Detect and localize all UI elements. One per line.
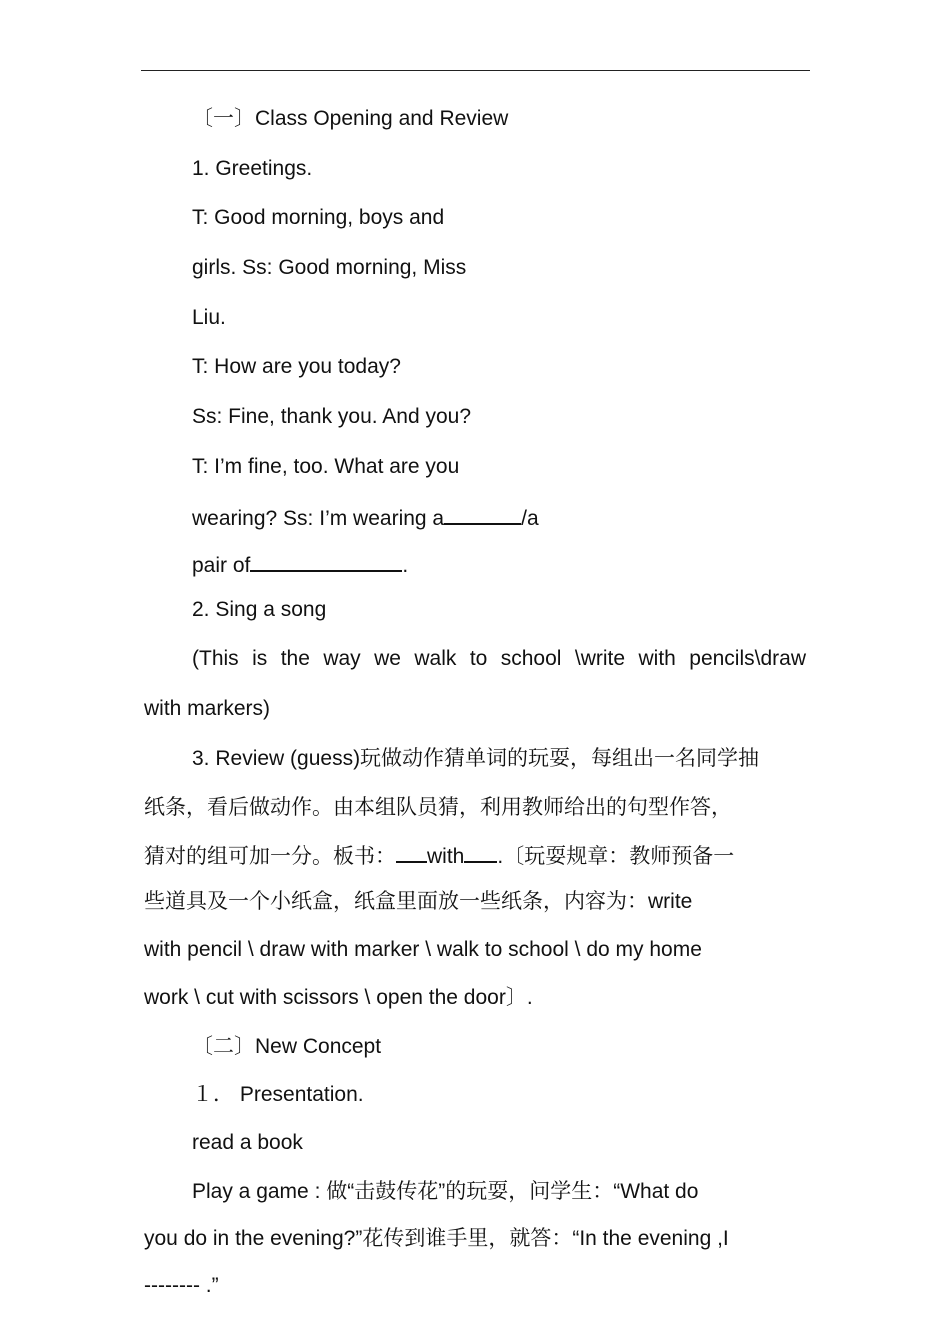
word: pencils\draw [689,647,806,670]
body-line: read a book [192,1131,303,1154]
body-line: work \ cut with scissors \ open the door〕. [144,986,533,1009]
body-line: with pencil \ draw with marker \ walk to school \ do my home [144,938,702,961]
item-sing-song: 2. Sing a song [192,598,327,621]
body-line: Play a game : 做“击鼓传花”的玩耍，问学生：“What do [192,1180,699,1203]
word: walk [414,647,457,670]
word: \write [574,647,626,670]
section-heading-2: 〔二〕New Concept [192,1035,382,1058]
body-line: you do in the evening?”花传到谁手里，就答：“In the evening ,I [144,1227,729,1250]
body-text: with [427,845,465,868]
item-presentation: １． Presentation. [192,1083,364,1106]
item-greetings: 1. Greetings. [192,157,313,180]
section-heading-1: 〔一〕Class Opening and Review [192,107,509,130]
dialogue-line: T: Good morning, boys and [192,206,445,229]
word: we [374,647,401,670]
body-text: .〔玩耍规章：教师预备一 [497,845,735,868]
body-line-blank [144,841,734,870]
dialogue-line: Ss: Fine, thank you. And you? [192,405,472,428]
fill-in-blank [464,841,497,863]
dialogue-line: girls. Ss: Good morning, Miss [192,256,467,279]
body-line: 些道具及一个小纸盒，纸盒里面放一些纸条，内容为：write [144,890,693,913]
dialogue-line: T: How are you today? [192,355,401,378]
song-title-line [192,646,806,672]
dialogue-line: Liu. [192,306,226,329]
word: to [469,647,488,670]
word: (This [192,647,239,670]
dialogue-line-blank [192,503,539,532]
header-rule [141,70,810,71]
body-text: 猜对的组可加一分。板书： [144,845,396,868]
word: with [638,647,676,670]
dialogue-text: wearing? Ss: I’m wearing a [192,507,445,530]
fill-in-blank [250,550,402,572]
dialogue-line: T: I’m fine, too. What are you [192,455,460,478]
body-line: -------- .” [144,1274,219,1297]
body-line: 纸条，看后做动作。由本组队员猜，利用教师给出的句型作答， [144,796,732,819]
word: is [252,647,268,670]
dialogue-text: /a [521,507,539,530]
fill-in-blank [444,503,521,525]
dialogue-text: pair of [192,554,251,577]
fill-in-blank [396,841,427,863]
dialogue-text: . [402,554,409,577]
word: the [280,647,310,670]
body-line: with markers) [144,697,271,720]
dialogue-line-blank [192,550,408,579]
word: way [323,647,361,670]
word: school [500,647,562,670]
item-review: 3. Review (guess)玩做动作猜单词的玩耍，每组出一名同学抽 [192,747,760,770]
